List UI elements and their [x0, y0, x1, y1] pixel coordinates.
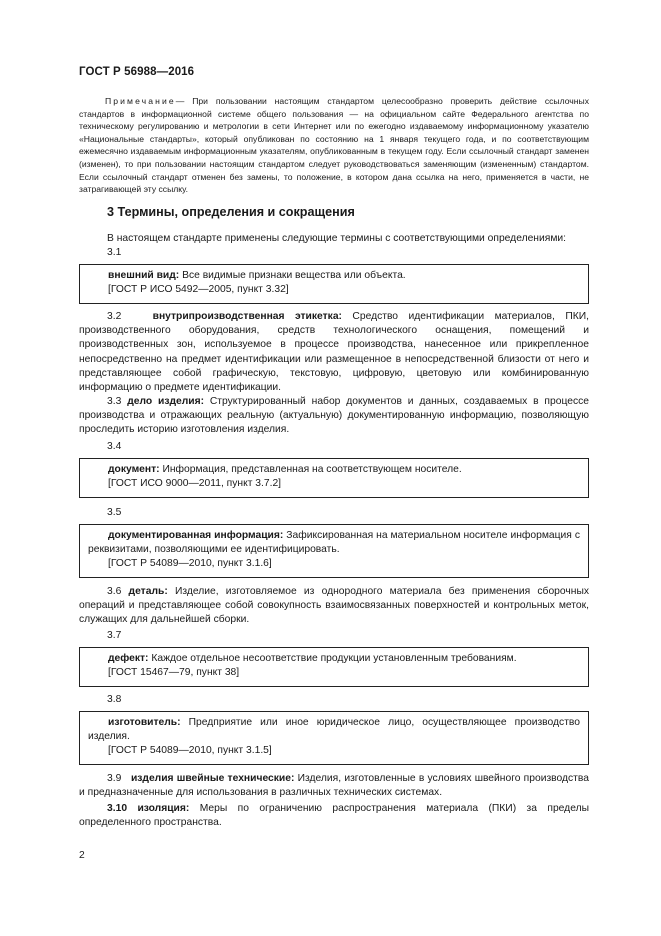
- term-box-3-1: [79, 264, 589, 304]
- term-number: 3.10: [107, 803, 128, 814]
- term-name: документированная информация:: [108, 530, 284, 541]
- term-number: 3.6: [107, 586, 122, 597]
- term-name: документ:: [108, 464, 160, 475]
- term-definition: Изделие, изготовляемое из однородного материала без применения сборочных операций и представляющее собой совокупность взаимосвязанных поверхностей и контрольных меток, служащих для дальнейшей сборки.: [79, 586, 589, 626]
- note-text: — При пользовании настоящим стандартом целесообразно проверить действие ссылочных стандартов в информационной системе общего пользования — на официальном сайте Федерального агентства по техническому регулированию и метрологии в сети Интернет или по ежегодно издаваемому информационному указателю «Национальные стандарты», который опубликован по состоянию на 1 января текущего года, и по соответствующим ежемесячно издаваемым информационным указателям, опубликованным в текущем году. Если ссылочный стандарт заменен (изменен), то при пользовании настоящим стандартом следует руководствоваться заменяющим (измененным) стандартом. Если ссылочный стандарт отменен без замены, то положение, в котором дана ссылка на него, применяется в части, не затрагивающей эту ссылку.: [79, 96, 589, 195]
- term-name: внутрипроизводственная этикетка:: [152, 311, 342, 322]
- term-source: [ГОСТ 15467—79, пункт 38]: [108, 667, 240, 679]
- term-definition: Меры по ограничению распространения материала (ПКИ) за пределы определенного пространства.: [79, 803, 589, 829]
- term-source: [ГОСТ ИСО 9000—2011, пункт 3.7.2]: [108, 478, 282, 490]
- term-number-3-5: 3.5: [107, 507, 122, 518]
- term-number-3-8: 3.8: [107, 694, 122, 705]
- term-box-3-7: [79, 647, 589, 687]
- term-name: изготовитель:: [108, 717, 181, 728]
- term-box-3-5: [79, 524, 589, 578]
- note-label: Примечание: [105, 96, 176, 106]
- term-name: деталь:: [128, 586, 168, 597]
- term-name: дефект:: [108, 653, 149, 664]
- term-source: [ГОСТ Р 54089—2010, пункт 3.1.5]: [108, 745, 272, 757]
- page-number: 2: [79, 850, 85, 861]
- term-definition: Все видимые признаки вещества или объекта.: [179, 270, 406, 281]
- term-definition: Изделия, изготовленные в условиях швейного производства и предназначенные для использования в различных технических системах.: [79, 773, 589, 799]
- term-paragraph-3-6: [79, 585, 589, 628]
- section-intro: В настоящем стандарте применены следующие термины с соответствующими определениями:: [107, 233, 567, 244]
- term-definition: Зафиксированная на материальном носителе информация с реквизитами, позволяющими ее идентифицировать.: [88, 530, 581, 556]
- term-number-3-1: 3.1: [107, 247, 122, 258]
- note-paragraph: [79, 95, 589, 196]
- term-name: дело изделия:: [127, 396, 205, 407]
- standard-header: ГОСТ Р 56988—2016: [79, 66, 195, 78]
- term-number: 3.9: [107, 773, 122, 784]
- term-box-3-8: [79, 711, 589, 765]
- term-definition: Каждое отдельное несоответствие продукции установленным требованиям.: [148, 653, 517, 664]
- term-box-3-4: [79, 458, 589, 498]
- term-name: внешний вид:: [108, 270, 180, 281]
- term-paragraph-3-2: [79, 310, 589, 395]
- term-definition: Средство идентификации материалов, ПКИ, производственного оборудования, средств технологического оснащения, помещений и производственных зон, используемое в процессе производства, нанесенное или прикрепленное непосредственно на предмет идентификации или размещенное в непосредственной близости от него и представляющее собой графическую, текстовую, цифровую, цветовую или комбинированную информацию о предмете идентификации.: [79, 311, 589, 394]
- term-name: изоляция:: [137, 803, 190, 814]
- term-number-3-4: 3.4: [107, 441, 122, 452]
- term-source: [ГОСТ Р ИСО 5492—2005, пункт 3.32]: [108, 284, 289, 296]
- term-definition: Информация, представленная на соответствующем носителе.: [159, 464, 462, 475]
- term-paragraph-3-10: [79, 802, 589, 830]
- term-name: изделия швейные технические:: [130, 773, 295, 784]
- term-number: 3.2: [107, 311, 122, 322]
- term-number: 3.3: [107, 396, 122, 407]
- term-definition: Структурированный набор документов и данных, создаваемых в процессе производства и отражающих реальную (актуальную) документированную информацию, позволяющую проследить историю изготовления изделия.: [79, 396, 589, 436]
- term-paragraph-3-3: [79, 395, 589, 438]
- term-paragraph-3-9: [79, 772, 589, 800]
- term-number-3-7: 3.7: [107, 630, 122, 641]
- term-definition: Предприятие или иное юридическое лицо, осуществляющее производство изделия.: [88, 717, 580, 743]
- section-title: 3 Термины, определения и сокращения: [107, 205, 355, 219]
- term-source: [ГОСТ Р 54089—2010, пункт 3.1.6]: [108, 558, 272, 570]
